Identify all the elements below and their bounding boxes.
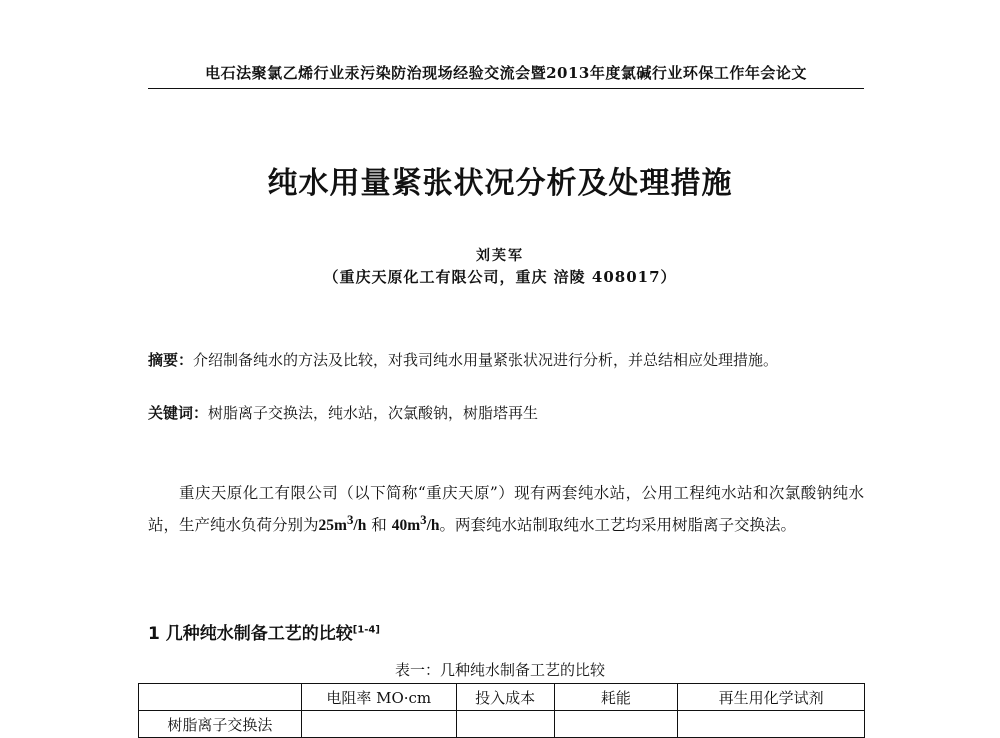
table-header-cell: 电阻率 MO·cm [301, 684, 456, 711]
table-header-cell: 耗能 [554, 684, 678, 711]
abstract-text: 介绍制备纯水的方法及比较，对我司纯水用量紧张状况进行分析，并总结相应处理措施。 [193, 351, 779, 369]
table-header-row [139, 684, 865, 711]
table-caption: 表一：几种纯水制备工艺的比较 [394, 661, 605, 679]
header-rule [148, 88, 864, 89]
body-paragraph [148, 481, 864, 538]
abstract [148, 348, 864, 372]
author-affiliation: （重庆天原化工有限公司，重庆 涪陵 408017） [323, 268, 677, 286]
table-cell [456, 711, 554, 738]
body-text-a: 重庆天原化工有限公司（以下简称“重庆天原”）现有两套纯水站，公用工程纯水站和次氯酸钠纯水站，生产纯水负荷分别为 [148, 484, 864, 534]
section-heading: 1 几种纯水制备工艺的比较[1-4] [148, 624, 380, 644]
body-and: 和 [371, 515, 387, 534]
comparison-table [138, 683, 865, 738]
table-header-cell: 投入成本 [456, 684, 554, 711]
table-cell: 树脂离子交换法 [139, 711, 302, 738]
table-cell [301, 711, 456, 738]
table-header-cell [139, 684, 302, 711]
table-header-cell: 再生用化学试剂 [678, 684, 865, 711]
load-value-2: $40m^3/h$ [391, 511, 440, 534]
keywords-text: 树脂离子交换法，纯水站，次氯酸钠，树脂塔再生 [208, 404, 539, 422]
keywords [148, 401, 864, 425]
table-cell [678, 711, 865, 738]
table-row [139, 711, 865, 738]
author-name: 刘芙军 [476, 248, 524, 264]
body-text-b: 。两套纯水站制取纯水工艺均采用树脂离子交换法。 [439, 515, 797, 534]
keywords-label: 关键词： [148, 404, 209, 422]
table-cell [554, 711, 678, 738]
paper-title: 纯水用量紧张状况分析及处理措施 [267, 166, 733, 201]
citation-ref: [1-4] [352, 624, 380, 636]
load-value-1: $25m^3/h$ [318, 511, 367, 534]
abstract-label: 摘要： [148, 351, 194, 369]
running-header: 电石法聚氯乙烯行业汞污染防治现场经验交流会暨2013年度氯碱行业环保工作年会论文 [205, 64, 807, 82]
